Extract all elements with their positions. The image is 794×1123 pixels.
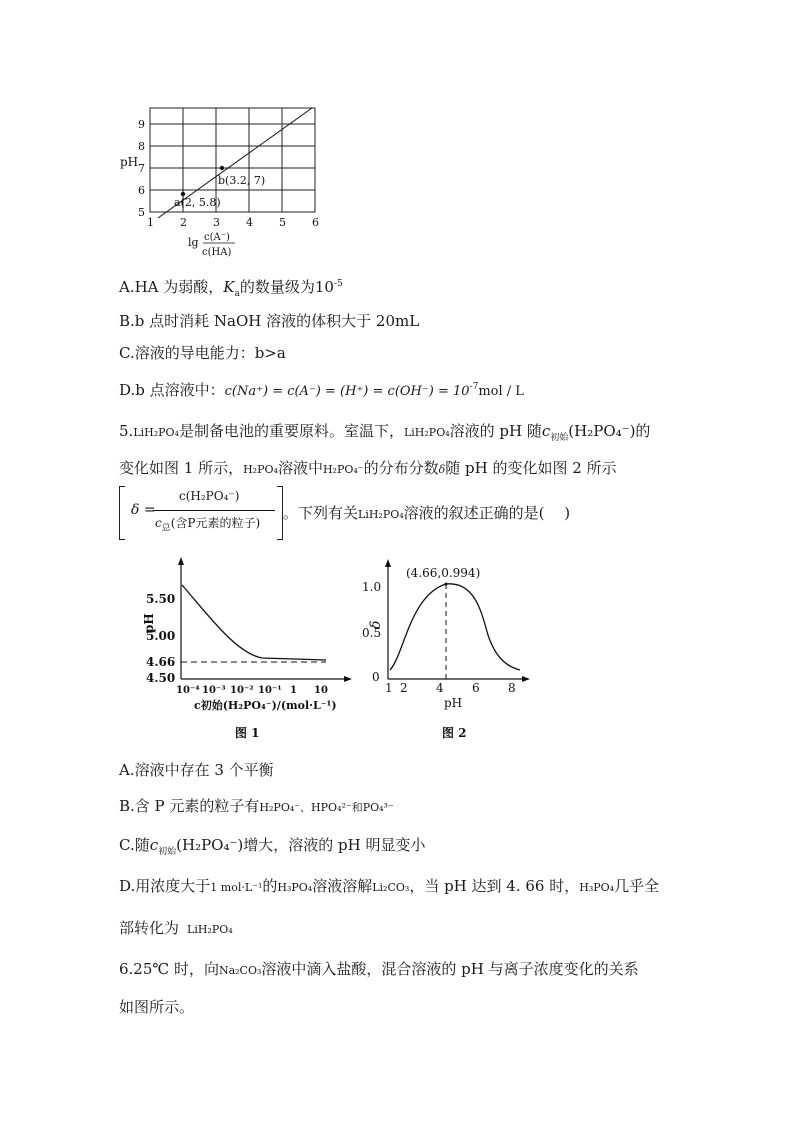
chem-lih2po4: LiH₂PO₄ xyxy=(403,426,450,439)
x-tick-4: 4 xyxy=(436,681,444,695)
q5-option-c xyxy=(119,835,426,862)
ion-h2po4: (H₂PO₄⁻) xyxy=(568,422,636,440)
chem-lih2po4: LiH₂PO₄ xyxy=(358,508,404,521)
q5-number: 5. xyxy=(119,422,134,440)
x-axis-label-num: c(A⁻) xyxy=(204,232,230,243)
delta-lhs: δ = xyxy=(131,502,156,518)
q5-option-d-text-6: 部转化为 xyxy=(119,919,180,937)
ion-h2po4: (H₂PO₄⁻) xyxy=(176,836,244,854)
q4-option-a-exp: -5 xyxy=(333,279,343,289)
q5-option-d-text-3: 溶液溶解 xyxy=(312,877,373,895)
q5-line-3 xyxy=(283,503,570,525)
x-tick-6: 6 xyxy=(472,681,480,695)
chem-lih2po4: LiH₂PO₄ xyxy=(133,426,179,439)
q6-line-2: 如图所示。 xyxy=(119,998,195,1016)
q5-option-b-text: B.含 P 元素的粒子有 xyxy=(119,797,260,815)
delta-curve xyxy=(390,584,520,670)
x-tick-2: 2 xyxy=(180,216,187,229)
q5-line-2 xyxy=(119,458,617,480)
y-tick-7: 7 xyxy=(138,162,145,175)
x-tick-1: 1 xyxy=(385,681,393,695)
c-initial-sub: 初始 xyxy=(158,847,177,857)
ion-h2po4: H₂PO₄⁻ xyxy=(322,463,364,476)
point-a-label: a(2, 5.8) xyxy=(174,196,221,209)
q4-option-b: B.b 点时消耗 NaOH 溶液的体积大于 20mL xyxy=(119,312,420,330)
x-tick-2: 2 xyxy=(400,681,408,695)
x-tick-4: 4 xyxy=(246,216,253,229)
q5-option-d-text-5: 几乎全 xyxy=(614,877,660,895)
ka-sub: a xyxy=(234,289,240,299)
point-b-label: b(3.2, 7) xyxy=(218,174,266,187)
y-tick-5: 5 xyxy=(138,206,145,219)
c-initial-sub: 初始 xyxy=(550,433,569,443)
x-axis-label-den: c(HA) xyxy=(202,247,232,258)
q5-option-b xyxy=(119,796,394,818)
figure-caption: 图 2 xyxy=(442,726,467,740)
q5-line-1-end: 的 xyxy=(635,422,651,440)
figure-q5-1-chart xyxy=(140,555,360,745)
c-total-sub: 总 xyxy=(161,523,171,534)
q5-line-3-text: 。下列有关 xyxy=(283,504,359,522)
q5-option-d-text-2: 的 xyxy=(262,877,278,895)
c-symbol: c xyxy=(541,422,551,440)
x-tick-1e-4: 10⁻⁴ xyxy=(176,685,200,696)
x-tick-1e-2: 10⁻² xyxy=(230,685,254,696)
y-tick-8: 8 xyxy=(138,140,145,153)
q4-option-d-unit: mol / L xyxy=(478,384,524,399)
y-tick-0: 0 xyxy=(372,670,380,684)
chem-h3po4: H₂PO₄ xyxy=(243,463,278,476)
x-tick-1e-3: 10⁻³ xyxy=(202,685,226,696)
x-tick-3: 3 xyxy=(213,216,220,229)
x-tick-1e-1: 10⁻¹ xyxy=(258,685,282,696)
chem-li2co3: Li₂CO₃ xyxy=(372,881,410,894)
p-species: H₂PO₄⁻、HPO₄²⁻和PO₄³⁻ xyxy=(259,801,394,814)
x-tick-8: 8 xyxy=(508,681,516,695)
q5-line-1-text: 是制备电池的重要原料。室温下， xyxy=(178,422,404,440)
concentration: 1 mol·L⁻¹ xyxy=(210,881,263,894)
x-axis-label: c初始(H₂PO₄⁻)/(mol·L⁻¹) xyxy=(194,699,337,712)
c-symbol: c xyxy=(149,836,159,854)
figure-q4-line-chart xyxy=(118,100,328,262)
peak-label: (4.66,0.994) xyxy=(406,566,481,580)
y-tick-9: 9 xyxy=(138,118,145,131)
ka-symbol: K xyxy=(223,278,235,296)
y-tick-5-50: 5.50 xyxy=(146,592,176,606)
chem-h3po4: H₃PO₄ xyxy=(277,881,313,894)
q4-option-a-text: A.HA 为弱酸， xyxy=(119,278,224,296)
x-axis-label-prefix: lg xyxy=(188,236,199,249)
q5-line-2-text-3: 的分布分数 xyxy=(363,459,439,477)
y-tick-4-66: 4.66 xyxy=(146,655,176,669)
denominator-text: (含P元素的粒子) xyxy=(170,516,261,530)
q5-option-c-text: C.随 xyxy=(119,836,150,854)
y-tick-5-00: 5.00 xyxy=(146,629,176,643)
x-tick-1: 1 xyxy=(147,216,154,229)
y-axis-label: pH xyxy=(142,613,156,633)
peak-point xyxy=(445,583,448,586)
chem-h3po4: H₃PO₄ xyxy=(579,881,615,894)
figure-q5-2-chart xyxy=(360,555,530,745)
q5-option-a: A.溶液中存在 3 个平衡 xyxy=(119,761,274,779)
x-tick-10: 10 xyxy=(314,685,328,696)
y-axis-label: pH xyxy=(120,155,139,169)
x-axis-label: pH xyxy=(444,696,463,710)
y-tick-6: 6 xyxy=(138,184,145,197)
q4-option-c: C.溶液的导电能力：b>a xyxy=(119,344,286,362)
q5-option-d xyxy=(119,876,659,898)
q5-option-d-text-4: ，当 pH 达到 4. 66 时， xyxy=(409,877,580,895)
q5-option-d-text: D.用浓度大于 xyxy=(119,877,211,895)
q5-line-1-text-2: 溶液的 pH 随 xyxy=(449,422,542,440)
q5-line-1 xyxy=(119,421,650,448)
q4-option-a xyxy=(119,274,343,304)
q5-line-2-text-4: 随 pH 的变化如图 2 所示 xyxy=(445,459,617,477)
x-tick-5: 5 xyxy=(279,216,286,229)
chem-na2co3: Na₂CO₃ xyxy=(218,964,262,977)
fraction-numerator: c(H₂PO₄⁻) xyxy=(179,489,240,503)
ph-curve xyxy=(182,585,326,660)
q5-option-d-line-2 xyxy=(119,918,233,940)
q5-option-c-text-2: 增大，溶液的 pH 明显变小 xyxy=(243,836,426,854)
delta-definition xyxy=(119,486,283,540)
q5-line-3-text-2: 溶液的叙述正确的是( ) xyxy=(403,504,571,522)
q4-option-d xyxy=(119,377,524,402)
y-tick-4-50: 4.50 xyxy=(146,671,176,685)
q6-line-1-text-2: 溶液中滴入盐酸，混合溶液的 pH 与离子浓度变化的关系 xyxy=(261,960,639,978)
q6-line-1-text: 6.25℃ 时，向 xyxy=(119,960,219,978)
point-b xyxy=(220,166,224,170)
y-tick-1-0: 1.0 xyxy=(362,580,382,594)
x-tick-6: 6 xyxy=(312,216,319,229)
fraction-denominator xyxy=(155,514,260,533)
c-symbol: c xyxy=(155,516,162,530)
y-tick-0-5: 0.5 xyxy=(362,626,382,640)
x-tick-1: 1 xyxy=(290,685,297,696)
q6-line-1 xyxy=(119,959,639,981)
figure-caption: 图 1 xyxy=(235,726,260,740)
q5-line-2-text: 变化如图 1 所示， xyxy=(119,459,244,477)
q4-option-a-tail: 的数量级为10 xyxy=(239,278,334,296)
delta-symbol: δ xyxy=(438,463,446,476)
q4-option-d-prefix: D.b 点溶液中： xyxy=(119,381,225,399)
q4-option-d-exp: -7 xyxy=(469,382,479,392)
q4-option-d-formula: c(Na⁺) = c(A⁻) = (H⁺) = c(OH⁻) = 10 xyxy=(224,384,470,399)
chem-lih2po4: LiH₂PO₄ xyxy=(187,923,233,936)
q5-line-2-text-2: 溶液中 xyxy=(277,459,323,477)
y-axis-label: δ xyxy=(368,620,384,629)
